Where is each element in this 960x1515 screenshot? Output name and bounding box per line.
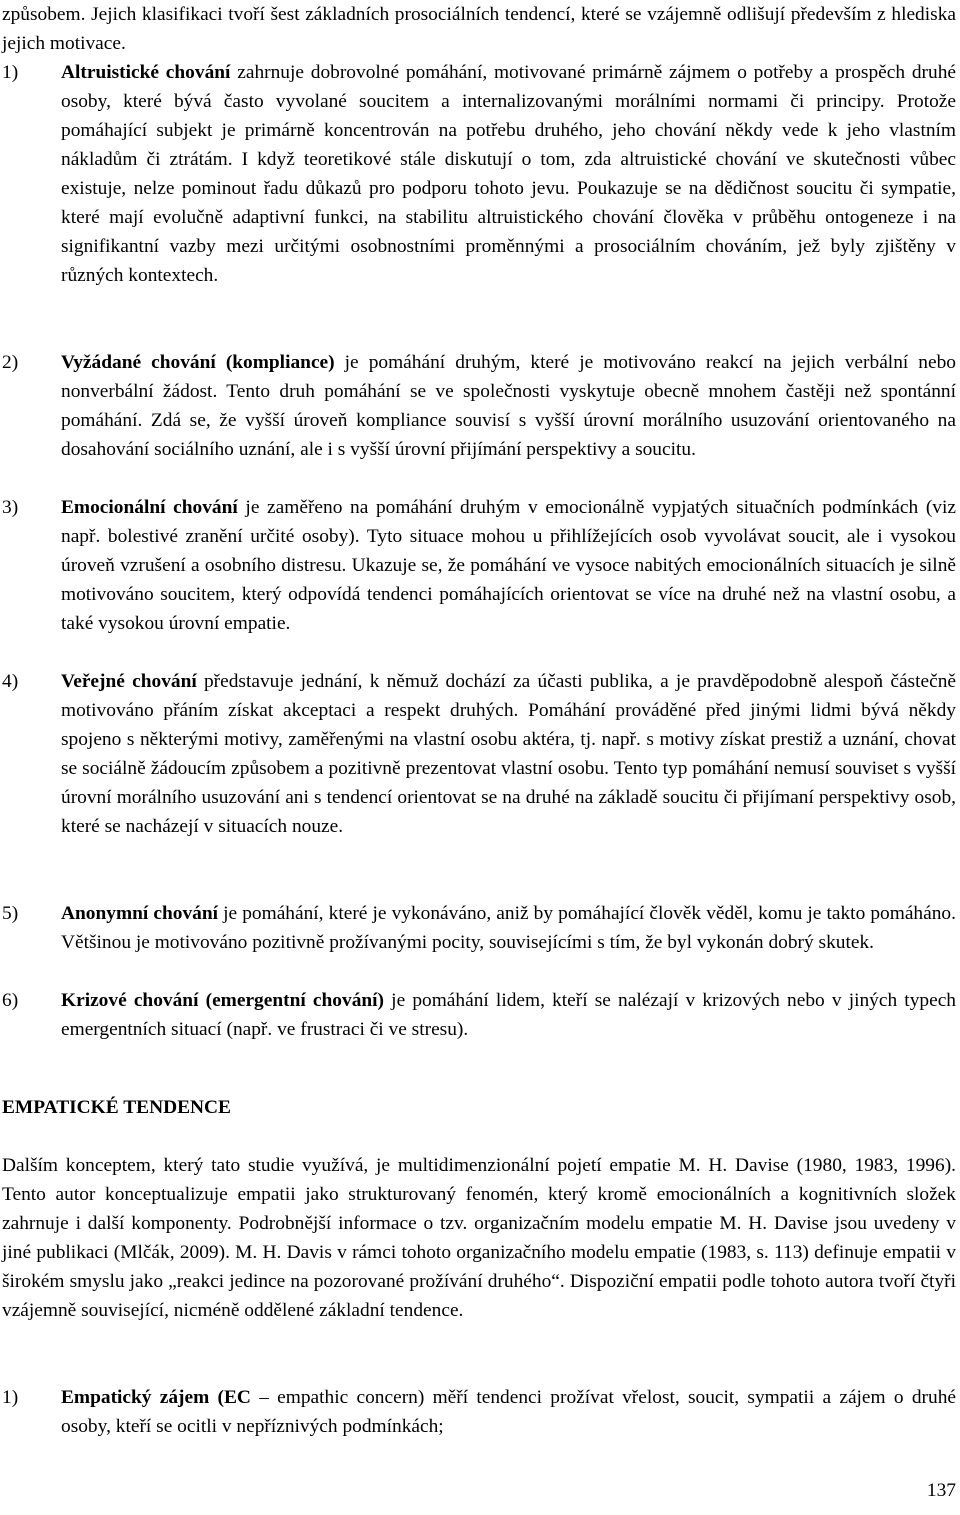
term-bold: Vyžádané chování (kompliance) [61, 352, 335, 373]
intro-paragraph: způsobem. Jejich klasifikaci tvoří šest základních prosociálních tendencí, které se vzájemně odlišují především z hlediska jejich motivace. [2, 4, 956, 54]
item-text: představuje jednání, k němuž dochází za účasti publika, a je pravděpodobně alespoň částečně motivováno přáním získat akceptaci a respekt druhých. Pomáhání prováděné před jinými lidmi bývá někdy spojeno s některými motivy, zaměřenými na vlastní osobu aktéra, tj. např. s motivy získat prestiž a uznání, chovat se sociálně žádoucím způsobem a pozitivně prezentovat vlastní osobu. Tento typ pomáhání nemusí souviset s vyšší úrovní morálního usuzování ani s tendencí orientovat se na druhé na základě soucitu či přijímaní perspektivy osob, které se nacházejí v situacích nouze. [61, 671, 956, 837]
list-item-public [2, 667, 956, 841]
list-item-emotional [2, 493, 956, 638]
list-item-anonymous [2, 899, 956, 957]
list-item-body [61, 58, 956, 290]
list-number: 4) [2, 671, 19, 692]
list-number: 2) [2, 352, 19, 373]
list-number: 1) [2, 62, 19, 83]
page-number: 137 [926, 1480, 956, 1501]
term-bold: Krizové chování (emergentní chování) [61, 990, 385, 1011]
list-number: 6) [2, 990, 19, 1011]
list-number: 5) [2, 903, 19, 924]
term-bold: Empatický zájem (EC [61, 1387, 251, 1408]
list-item-compliance [2, 348, 956, 464]
list-item-crisis [2, 986, 956, 1044]
term-bold: Altruistické chování [61, 62, 231, 83]
item-text: je pomáhání, které je vykonáváno, aniž by pomáhající člověk věděl, komu je takto pomáháno. Většinou je motivováno pozitivně prožívanými pocity, souvisejícími s tím, že byl vykonán dobrý skutek. [61, 903, 956, 953]
list-item-empathic-concern [2, 1383, 956, 1441]
section-heading: EMPATICKÉ TENDENCE [2, 1097, 231, 1118]
item-text: zahrnuje dobrovolné pomáhání, motivované primárně zájmem o potřeby a prospěch druhé osoby, které bývá často vyvolané soucitem a internalizovanými morálními normami či principy. Protože pomáhající subjekt je primárně koncentrován na potřebu druhého, jeho chování někdy vede k jeho vlastním nákladům či ztrátám. I když teoretikové stále diskutují o tom, zda altruistické chování ve skutečnosti vůbec existuje, nelze pominout řadu důkazů pro podporu tohoto jevu. Poukazuje se na dědičnost soucitu či sympatie, které mají evolučně adaptivní funkci, na stabilitu altruistického chování člověka v průběhu ontogeneze i na signifikantní vazby mezi určitými osobnostními proměnnými a prosociálním chováním, jež byly zjištěny v různých kontextech. [61, 62, 957, 286]
list-item-body [61, 667, 956, 841]
list-item-altruistic [2, 58, 956, 290]
list-number: 3) [2, 497, 19, 518]
list-item-body [61, 986, 956, 1044]
list-item-body [61, 899, 956, 957]
term-bold: Emocionální chování [61, 497, 238, 518]
item-text: je pomáhání druhým, které je motivováno reakcí na jejich verbální nebo nonverbální žádost. Tento druh pomáhání se ve společnosti vyskytuje obecně mnohem častěji než spontánní pomáhání. Zdá se, že vyšší úroveň kompliance souvisí s vyšší úrovní morálního usuzování orientovaného na dosahování sociálního uznání, ale i s vyšší úrovní přijímání perspektivy a soucitu. [61, 352, 957, 460]
section-paragraph: Dalším konceptem, který tato studie využívá, je multidimenzionální pojetí empatie M. H. Davise (1980, 1983, 1996). Tento autor konceptualizuje empatii jako strukturovaný fenomén, který kromě emocionálních a kognitivních složek zahrnuje i další komponenty. Podrobnější informace o tzv. organizačním modelu empatie M. H. Davise jsou uvedeny v jiné publikaci (Mlčák, 2009). M. H. Davis v rámci tohoto organizačního modelu empatie (1983, s. 113) definuje empatii v širokém smyslu jako „reakci jedince na pozorované prožívání druhého“. Dispoziční empatii podle tohoto autora tvoří čtyři vzájemně související, nicméně oddělené základní tendence. [2, 1155, 956, 1321]
list-number: 1) [2, 1387, 19, 1408]
item-text: – empathic concern) měří tendenci prožívat vřelost, soucit, sympatii a zájem o druhé osoby, kteří se ocitli v nepříznivých podmínkách; [61, 1387, 956, 1437]
list-item-body [61, 1383, 956, 1441]
item-text: je zaměřeno na pomáhání druhým v emocionálně vypjatých situačních podmínkách (viz např. bolestivé zranění určité osoby). Tyto situace mohou u přihlížejících osob vyvolávat soucit, ale i vysokou úroveň vzrušení a osobního distresu. Ukazuje se, že pomáhání ve vysoce nabitých emocionálních situacích je silně motivováno soucitem, který odpovídá tendenci pomáhajících orientovat se více na druhé než na vlastní osobu, a také vysokou úrovní empatie. [61, 497, 956, 634]
list-item-body [61, 348, 956, 464]
term-bold: Anonymní chování [61, 903, 219, 924]
list-item-body [61, 493, 956, 638]
item-text: je pomáhání lidem, kteří se nalézají v krizových nebo v jiných typech emergentních situací (např. ve frustraci či ve stresu). [61, 990, 956, 1040]
term-bold: Veřejné chování [61, 671, 197, 692]
